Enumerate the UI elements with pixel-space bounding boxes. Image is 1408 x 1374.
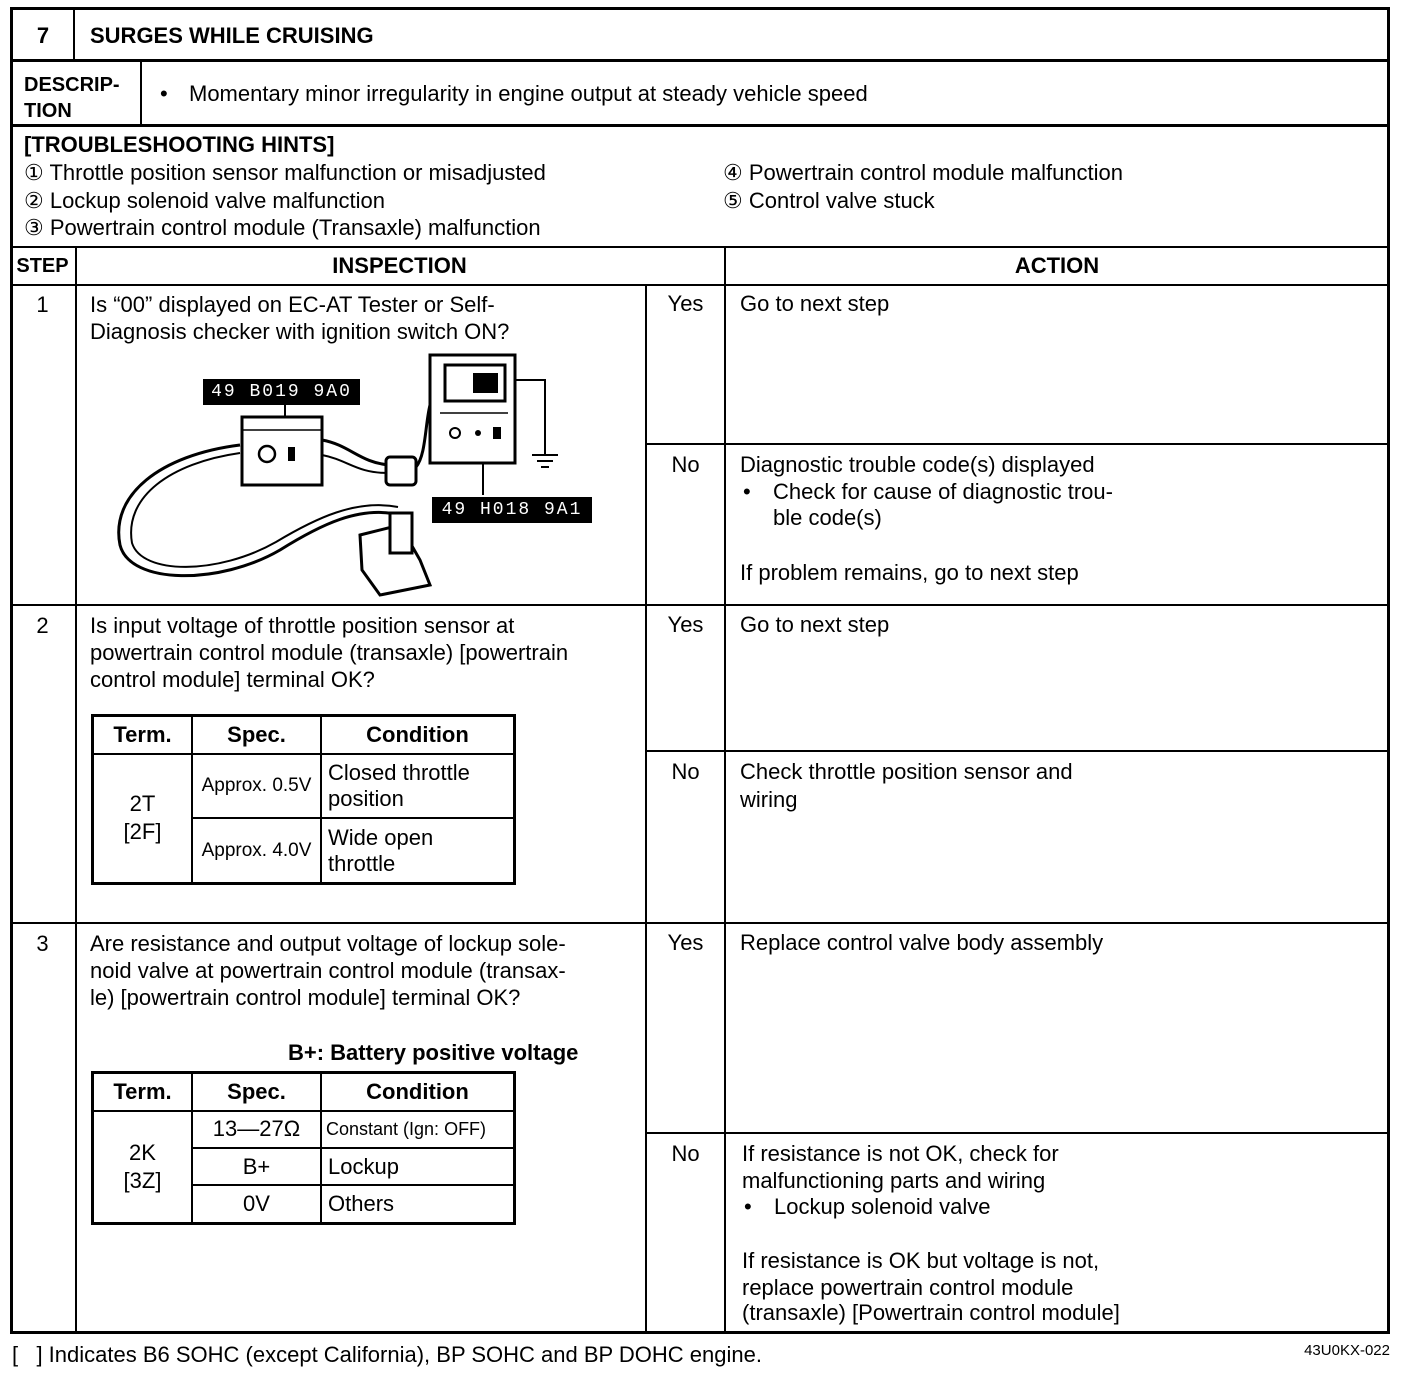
step-1-no-line1: Diagnostic trouble code(s) displayed: [740, 452, 1095, 477]
hint-5: ⑤ Control valve stuck: [723, 188, 935, 213]
spec-condition: Others: [321, 1185, 515, 1223]
spec-value: 0V: [192, 1185, 321, 1223]
hint-2: ② Lockup solenoid valve malfunction: [24, 188, 385, 213]
spec-condition: [321, 818, 515, 883]
step-3-question-1: Are resistance and output voltage of lockup sole-: [90, 931, 566, 956]
step-1-number: 1: [36, 292, 49, 317]
step-2-no-line1: Check throttle position sensor and: [740, 759, 1073, 784]
step-3-note: B+: Battery positive voltage: [288, 1040, 579, 1065]
step-1-no-line2: If problem remains, go to next step: [740, 560, 1079, 585]
spec-value: 13—27Ω: [192, 1111, 321, 1148]
spec-condition: Lockup: [321, 1148, 515, 1185]
step-3-no-line4: replace powertrain control module: [742, 1275, 1074, 1300]
section-title: SURGES WHILE CRUISING: [90, 23, 374, 48]
step-2-number: 2: [36, 613, 49, 638]
step-1-no-bullet2: ble code(s): [773, 505, 882, 530]
step-3-yes-action: Replace control valve body assembly: [740, 930, 1104, 955]
spec-value: B+: [192, 1148, 321, 1185]
description-text: Momentary minor irregularity in engine output at steady vehicle speed: [189, 81, 868, 106]
step-1-question-1: Is “00” displayed on EC-AT Tester or Self-: [90, 292, 495, 317]
spec-header-spec: Spec.: [192, 716, 321, 754]
description-label-2: TION: [24, 100, 72, 122]
tester-illustration: [100, 345, 620, 600]
condition-line1: Wide open: [328, 824, 434, 850]
step-3-yes-label: Yes: [667, 930, 704, 955]
description-bullet-dot: •: [160, 81, 168, 106]
step-2-question-3: control module] terminal OK?: [90, 667, 375, 692]
hints-title: [TROUBLESHOOTING HINTS]: [24, 132, 335, 157]
col-action: ACTION: [1014, 253, 1100, 278]
step-2-no-line2: wiring: [740, 787, 798, 812]
spec-term: [93, 754, 193, 884]
section-number: 7: [36, 23, 50, 48]
step-3-question-3: le) [powertrain control module] terminal OK?: [90, 985, 521, 1010]
tool-tag-tester: 49 H018 9A1: [432, 497, 592, 523]
hint-1: ① Throttle position sensor malfunction or misadjusted: [24, 160, 546, 185]
spec-term-line2: [2F]: [123, 819, 162, 845]
spec-condition: [321, 754, 515, 819]
spec-term-line2: [3Z]: [123, 1167, 162, 1193]
description-label-1: DESCRIP-: [24, 74, 120, 96]
spec-value: Approx. 4.0V: [192, 818, 321, 883]
spec-term-line1: 2K: [129, 1139, 156, 1165]
footer-code: 43U0KX-022: [1304, 1342, 1390, 1359]
spec-header-condition: Condition: [321, 1073, 515, 1111]
step-2-question-2: powertrain control module (transaxle) [powertrain: [90, 640, 569, 665]
step-1-question-2: Diagnosis checker with ignition switch ON?: [90, 319, 510, 344]
condition-line2: throttle: [328, 850, 396, 876]
step-1-yes-action: Go to next step: [740, 291, 890, 316]
tool-tag-checker: 49 B019 9A0: [203, 379, 360, 405]
condition-line2: position: [328, 785, 404, 811]
step-3-no-label: No: [671, 1141, 700, 1166]
condition-line1: Closed throttle: [328, 759, 470, 785]
step-2-spec-table: [91, 714, 516, 885]
step-2-question-1: Is input voltage of throttle position sensor at: [90, 613, 515, 638]
hint-3: ③ Powertrain control module (Transaxle) malfunction: [24, 215, 541, 240]
spec-header-term: Term.: [93, 716, 193, 754]
spec-header-spec: Spec.: [192, 1073, 321, 1111]
col-step: STEP: [16, 255, 69, 277]
col-inspection: INSPECTION: [332, 253, 467, 278]
spec-header-condition: Condition: [321, 716, 515, 754]
step-3-spec-table: [91, 1071, 516, 1225]
step-3-no-bullet1: • Lockup solenoid valve: [774, 1193, 990, 1220]
spec-value: Approx. 0.5V: [192, 754, 321, 819]
hint-4: ④ Powertrain control module malfunction: [723, 160, 1124, 185]
step-3-no-line1: If resistance is not OK, check for: [742, 1141, 1059, 1166]
step-3-question-2: noid valve at powertrain control module (transax-: [90, 958, 566, 983]
footer-note: [ ] Indicates B6 SOHC (except California), BP SOHC and BP DOHC engine.: [12, 1342, 762, 1367]
step-1-no-bullet1: • Check for cause of diagnostic trou-: [773, 478, 1113, 505]
spec-term: [93, 1111, 193, 1224]
step-3-no-line3: If resistance is OK but voltage is not,: [742, 1248, 1100, 1273]
spec-term-line1: 2T: [129, 791, 156, 817]
step-2-no-label: No: [671, 759, 700, 784]
step-3-no-line5: (transaxle) [Powertrain control module]: [742, 1300, 1120, 1325]
step-1-yes-label: Yes: [667, 291, 704, 316]
step-2-yes-label: Yes: [667, 612, 704, 637]
step-3-no-line2: malfunctioning parts and wiring: [742, 1168, 1046, 1193]
spec-condition: Constant (Ign: OFF): [321, 1111, 515, 1148]
step-3-number: 3: [36, 931, 49, 956]
step-2-yes-action: Go to next step: [740, 612, 890, 637]
spec-header-term: Term.: [93, 1073, 193, 1111]
step-1-no-label: No: [671, 452, 700, 477]
